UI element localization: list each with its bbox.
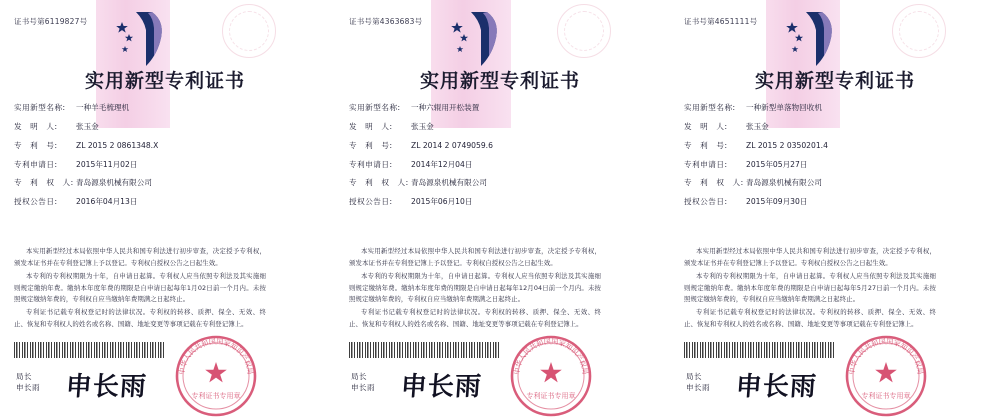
patent-emblem-icon [447,8,509,70]
serial-number: 证书号第4363683号 [349,17,423,26]
certificate-title: 实用新型专利证书 [84,70,245,92]
field-label: 实用新型名称: [14,103,66,112]
field-value: 2015年06月10日 [411,197,473,207]
field-row [349,123,599,131]
seal-outer-text: 中华人民共和国国家知识产权局 [177,337,255,376]
field-value: 青岛源泉机械有限公司 [76,178,152,188]
field-label: 实用新型名称: [684,103,736,112]
field-label: 发 明 人: [349,121,393,131]
certificate-2 [335,0,665,418]
certificate-1 [0,0,330,418]
field-value: 张玉金 [746,121,769,131]
field-value: ZL 2015 2 0861348.X [76,140,159,150]
signature-title: 局长 [351,372,367,381]
handwritten-signature: 申长雨 [734,372,818,402]
field-value: 一种新型单落物回收机 [746,103,822,112]
field-label: 授权公告日: [14,197,58,207]
body-paragraph: 本专利的专利权期限为十年，自申请日起算。专利权人应当依照专利法及其实施细则规定缴纳年费。缴纳本年度年费的期限是自申请日起每年5月27日前一个月内。未按照规定缴纳年费的，专利权自应当缴纳年费期满之日起终止。 [684,271,936,304]
body-paragraph: 本实用新型经过本局依照中华人民共和国专利法进行初步审查，决定授予专利权，颁发本证书并在专利登记簿上予以登记。专利权自授权公告之日起生效。 [349,247,601,267]
field-label: 实用新型名称: [349,103,401,112]
field-value: 一种羊毛梳理机 [76,103,130,112]
seal-outer-text: 中华人民共和国国家知识产权局 [847,337,925,376]
field-value: 一种六辊用开松装置 [411,103,480,112]
field-label: 专利申请日: [349,159,393,169]
signature-name: 申长雨 [16,382,40,392]
field-value: ZL 2014 2 0749059.6 [411,140,493,150]
field-row [349,198,599,206]
barcode [349,342,499,358]
field-row [14,104,264,112]
patent-emblem-icon [112,8,174,70]
body-paragraph: 本实用新型经过本局依照中华人民共和国专利法进行初步审查，决定授予专利权，颁发本证书并在专利登记簿上予以登记。专利权自授权公告之日起生效。 [14,247,266,267]
signature-block [16,372,40,394]
field-label: 专 利 权 人: [684,178,744,188]
field-value: 张玉金 [411,121,434,131]
body-text-2 [349,246,601,332]
body-paragraph: 本专利的专利权期限为十年，自申请日起算。专利权人应当依照专利法及其实施细则规定缴纳年费。缴纳本年度年费的期限是自申请日起每年1月02日前一个月内。未按照规定缴纳年费的，专利权自应当缴纳年费期满之日起终止。 [14,271,266,304]
field-label: 发 明 人: [14,121,58,131]
field-row [14,179,264,187]
field-list-1 [14,104,264,217]
signature-block [686,372,710,394]
official-red-seal [507,332,595,418]
body-paragraph: 专利证书记载专利权登记时的法律状况。专利权的转移、质押、保全、无效、终止、恢复和专利权人的姓名或名称、国籍、地址变更等事项记载在专利登记簿上。 [349,308,601,329]
body-paragraph: 本实用新型经过本局依照中华人民共和国专利法进行初步审查，决定授予专利权，颁发本证书并在专利登记簿上予以登记。专利权自授权公告之日起生效。 [684,247,936,267]
field-row [684,142,934,150]
field-value: 2014年12月04日 [411,159,473,169]
field-row [684,123,934,131]
field-value: 2015年11月02日 [76,159,138,169]
serial-number: 证书号第4651111号 [684,17,758,26]
field-row [349,142,599,150]
field-label: 发 明 人: [684,121,728,131]
field-label: 专 利 权 人: [349,178,409,188]
field-label: 授权公告日: [684,197,728,207]
field-row [349,161,599,169]
field-row [684,104,934,112]
body-paragraph: 本专利的专利权期限为十年，自申请日起算。专利权人应当依照专利法及其实施细则规定缴纳年费。缴纳本年度年费的期限是自申请日起每年12月04日前一个月内。未按照规定缴纳年费的，专利权自应当缴纳年费期满之日起终止。 [349,271,601,304]
signature-name: 申长雨 [686,382,710,392]
handwritten-signature: 申长雨 [64,372,148,402]
seal-inner-text: 专利证书专用章 [526,392,576,400]
field-value: ZL 2015 2 0350201.4 [746,140,828,150]
field-row [14,142,264,150]
field-label: 专利申请日: [684,159,728,169]
field-row [14,123,264,131]
field-row [684,179,934,187]
seal-inner-text: 专利证书专用章 [191,392,241,400]
patent-emblem-icon [782,8,844,70]
field-row [349,179,599,187]
field-label: 专 利 权 人: [14,178,74,188]
barcode [14,342,164,358]
official-red-seal [842,332,930,418]
handwritten-signature: 申长雨 [399,372,483,402]
barcode [684,342,834,358]
certificate-title: 实用新型专利证书 [419,70,580,92]
field-row [14,161,264,169]
official-red-seal [172,332,260,418]
seal-outer-text: 中华人民共和国国家知识产权局 [512,337,590,376]
field-row [684,198,934,206]
seal-inner-text: 专利证书专用章 [861,392,911,400]
field-label: 专 利 号: [349,140,393,150]
field-row [349,104,599,112]
field-row [684,161,934,169]
field-value: 青岛源泉机械有限公司 [746,178,822,188]
field-value: 青岛源泉机械有限公司 [411,178,487,188]
field-label: 专 利 号: [14,140,58,150]
field-label: 专利申请日: [14,159,58,169]
top-right-faint-stamp [892,4,946,58]
field-label: 专 利 号: [684,140,728,150]
signature-name: 申长雨 [351,382,375,392]
signature-block [351,372,375,394]
body-text-3 [684,246,936,332]
body-text-1 [14,246,266,332]
top-right-faint-stamp [557,4,611,58]
field-row [14,198,264,206]
field-label: 授权公告日: [349,197,393,207]
serial-number: 证书号第6119827号 [14,17,88,26]
field-value: 2015年09月30日 [746,197,808,207]
field-value: 2016年04月13日 [76,197,138,207]
body-paragraph: 专利证书记载专利权登记时的法律状况。专利权的转移、质押、保全、无效、终止、恢复和专利权人的姓名或名称、国籍、地址变更等事项记载在专利登记簿上。 [14,308,266,329]
certificate-title: 实用新型专利证书 [754,70,915,92]
field-list-2 [349,104,599,217]
body-paragraph: 专利证书记载专利权登记时的法律状况。专利权的转移、质押、保全、无效、终止、恢复和专利权人的姓名或名称、国籍、地址变更等事项记载在专利登记簿上。 [684,308,936,329]
field-value: 张玉金 [76,121,99,131]
field-value: 2015年05月27日 [746,159,808,169]
field-list-3 [684,104,934,217]
signature-title: 局长 [16,372,32,381]
top-right-faint-stamp [222,4,276,58]
signature-title: 局长 [686,372,702,381]
certificate-3 [670,0,1000,418]
